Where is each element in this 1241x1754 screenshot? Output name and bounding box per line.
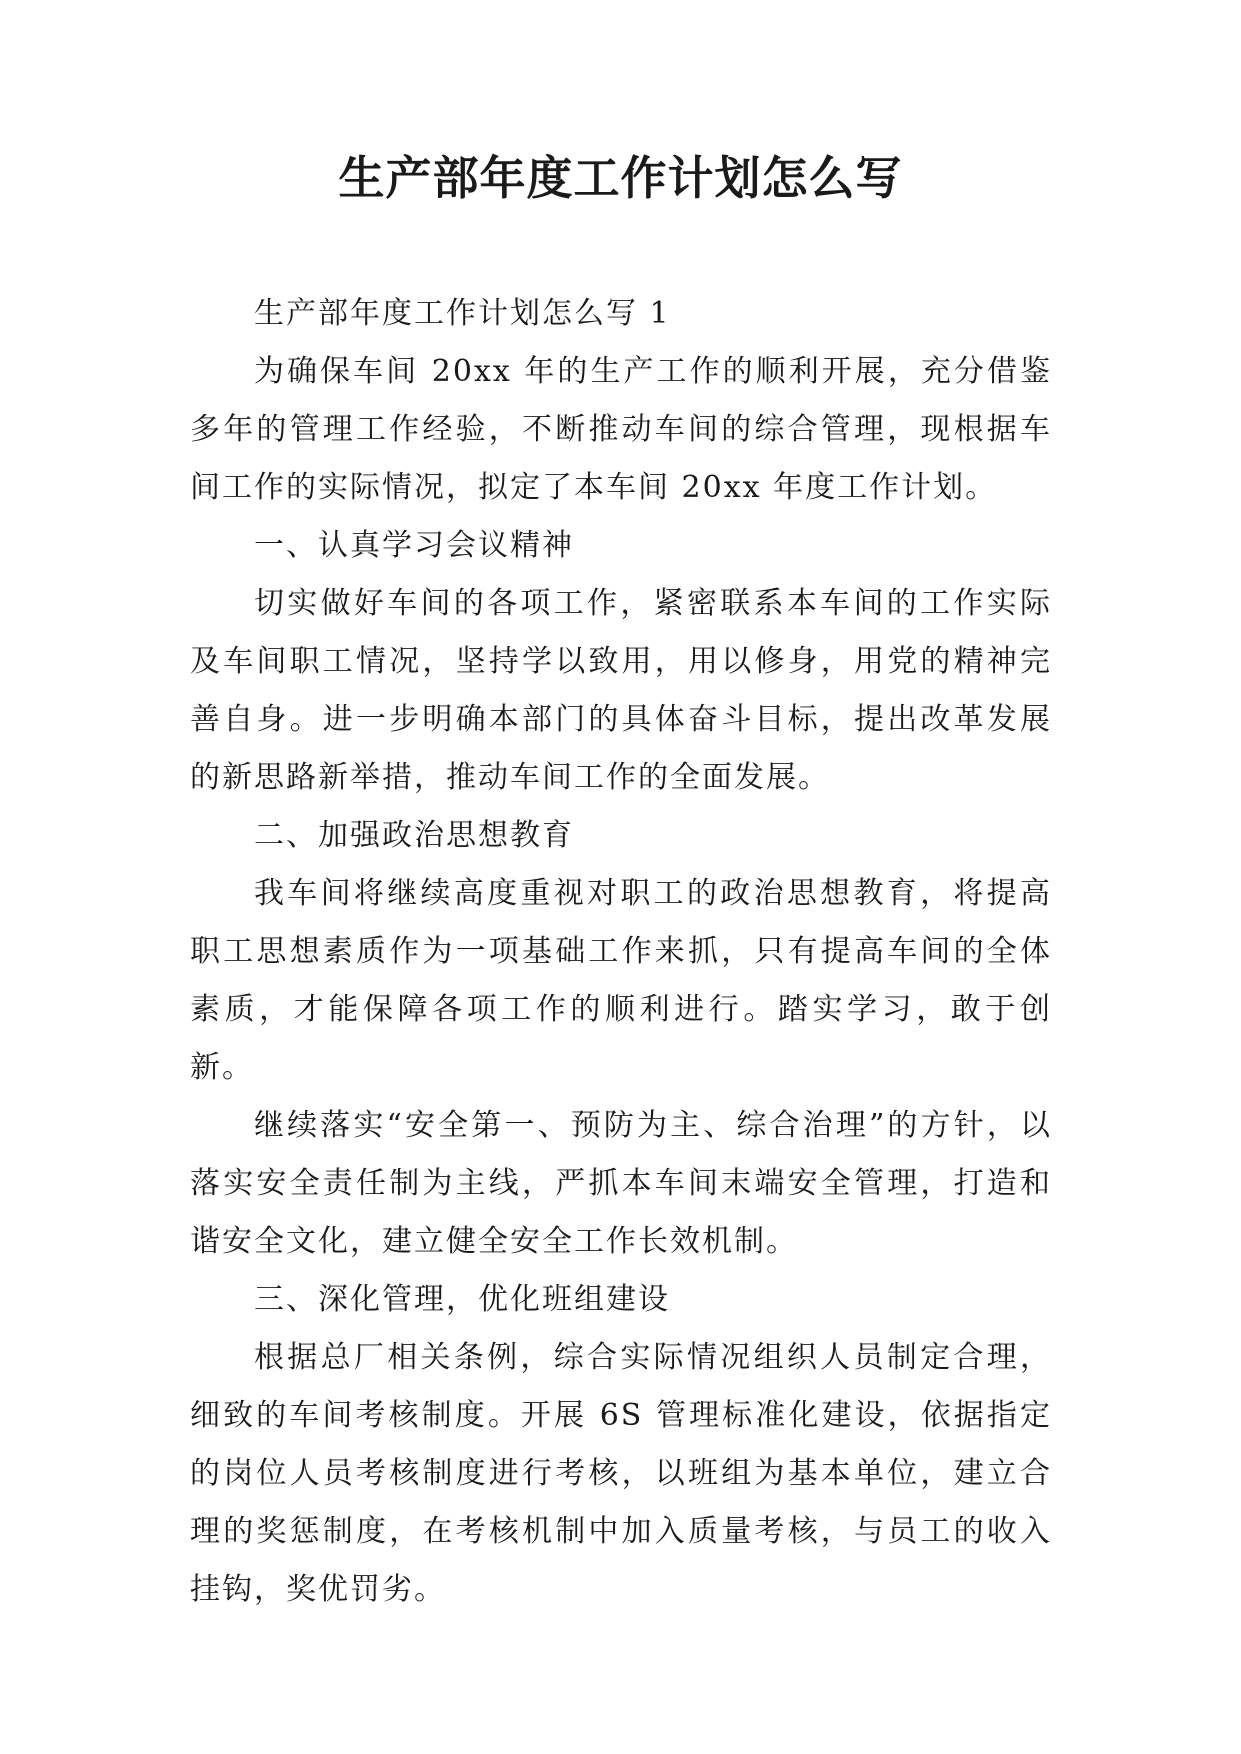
safety-paragraph: 继续落实“安全第一、预防为主、综合治理”的方针，以落实安全责任制为主线，严抓本车间末端安全管理，打造和谐安全文化，建立健全安全工作长效机制。: [190, 1108, 1052, 1259]
management-paragraph: 根据总厂相关条例，综合实际情况组织人员制定合理，细致的车间考核制度。开展 6S 管理标准化建设，依据指定的岗位人员考核制度进行考核，以班组为基本单位，建立合理的奖惩制度，在考核机制中加入质量考核，与员工的收入挂钩，奖优罚劣。: [190, 1340, 1052, 1607]
section-heading-study: 一、认真学习会议精神: [254, 528, 574, 563]
study-paragraph: 切实做好车间的各项工作，紧密联系本车间的工作实际及车间职工情况，坚持学以致用，用以修身，用党的精神完善自身。进一步明确本部门的具体奋斗目标，提出改革发展的新思路新举措，推动车间工作的全面发展。: [190, 586, 1052, 795]
document-title: 生产部年度工作计划怎么写: [338, 151, 903, 205]
section-heading-1: 生产部年度工作计划怎么写 1: [254, 296, 671, 331]
section-heading-education: 二、加强政治思想教育: [254, 818, 574, 853]
section-heading-management: 三、深化管理，优化班组建设: [254, 1282, 670, 1317]
intro-paragraph: 为确保车间 20xx 年的生产工作的顺利开展，充分借鉴多年的管理工作经验，不断推动车间的综合管理，现根据车间工作的实际情况，拟定了本车间 20xx 年度工作计划。: [190, 354, 1052, 505]
education-paragraph: 我车间将继续高度重视对职工的政治思想教育，将提高职工思想素质作为一项基础工作来抓，只有提高车间的全体素质，才能保障各项工作的顺利进行。踏实学习，敢于创新。: [190, 876, 1052, 1085]
document-body: [190, 285, 1052, 1619]
